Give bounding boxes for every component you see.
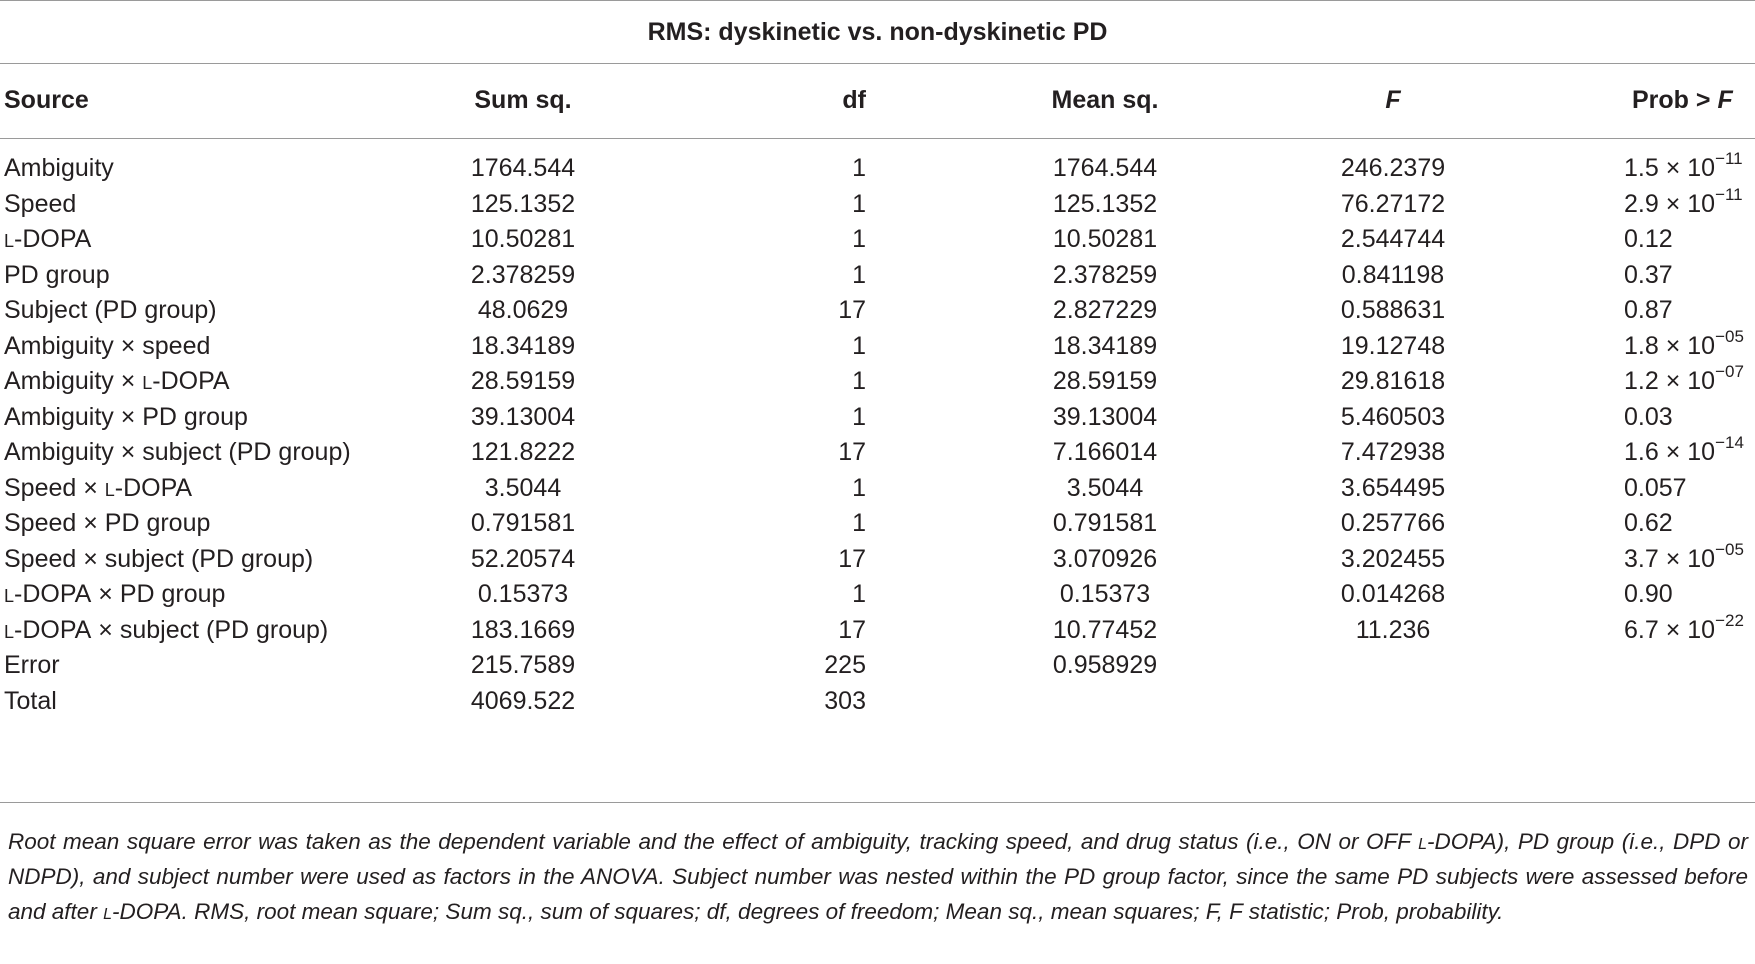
cell-df: 1 — [852, 154, 866, 182]
footnote-part-c: . RMS, root mean square; Sum sq., sum of squares; df, degrees of freedom; Mean sq., mean squares; F, F statistic; Prob, probability. — [181, 899, 1504, 924]
source-text: Speed — [4, 189, 77, 218]
table-row — [0, 184, 1755, 224]
table-row — [0, 148, 1755, 188]
cell-f: 3.202455 — [1340, 544, 1446, 573]
footnote-part-b: ), PD group (i.e., DPD or NDPD), and subject number were used as factors in the ANOVA. Subject number was nested within the PD group factor, since the same PD subjects were assessed before and after — [8, 829, 1748, 924]
header-prob-f: F — [1717, 86, 1733, 114]
prob-exponent: −05 — [1715, 539, 1744, 559]
source-text: Ambiguity × subject (PD group) — [4, 438, 351, 466]
prob-value: 0.03 — [1624, 402, 1673, 431]
prob-value: 1.8 × 10 — [1624, 331, 1716, 360]
header-mean-sq: Mean sq. — [1051, 86, 1159, 114]
cell-prob — [1624, 610, 1744, 650]
table-row — [0, 503, 1755, 543]
cell-source — [4, 574, 225, 614]
cell-mean-sq: 10.77452 — [1052, 615, 1158, 644]
prob-value: 0.37 — [1624, 260, 1673, 289]
prob-value: 3.7 × 10 — [1624, 544, 1716, 573]
title-rule — [0, 63, 1755, 64]
cell-df: 1 — [852, 580, 866, 608]
cell-sum-sq: 0.791581 — [470, 509, 576, 537]
cell-prob — [1624, 184, 1743, 224]
table-row — [0, 361, 1755, 401]
cell-f: 0.257766 — [1340, 509, 1446, 537]
cell-mean-sq: 10.50281 — [1052, 225, 1158, 253]
header-prob — [1632, 82, 1733, 118]
source-text: Ambiguity × — [4, 367, 143, 395]
cell-sum-sq: 215.7589 — [470, 651, 576, 679]
cell-df: 1 — [852, 402, 866, 431]
footnote-dopa-1: l-DOPA — [1418, 829, 1497, 854]
cell-mean-sq: 39.13004 — [1052, 402, 1158, 431]
top-rule — [0, 0, 1755, 1]
cell-f: 5.460503 — [1340, 402, 1446, 431]
source-dopa: l-DOPA — [104, 473, 193, 502]
cell-f: 11.236 — [1355, 615, 1431, 644]
cell-prob — [1624, 326, 1744, 366]
cell-f: 7.472938 — [1340, 438, 1446, 466]
cell-prob — [1624, 468, 1687, 508]
source-suffix: × PD group — [91, 580, 226, 608]
source-suffix: × subject (PD group) — [91, 615, 329, 644]
cell-f: 3.654495 — [1340, 473, 1446, 502]
cell-mean-sq: 2.827229 — [1052, 296, 1158, 324]
table-row — [0, 610, 1755, 650]
table-row — [0, 219, 1755, 259]
cell-source — [4, 290, 217, 330]
cell-source — [4, 361, 230, 401]
cell-df: 303 — [824, 686, 866, 715]
cell-df: 1 — [852, 367, 866, 395]
table-row — [0, 574, 1755, 614]
prob-value: 1.6 × 10 — [1624, 438, 1716, 466]
cell-prob — [1624, 361, 1744, 401]
footnote-dopa-2: l-DOPA — [103, 899, 182, 924]
cell-prob — [1624, 539, 1744, 579]
source-text: Speed × subject (PD group) — [4, 544, 314, 573]
cell-prob — [1624, 290, 1673, 330]
cell-sum-sq: 183.1669 — [470, 615, 576, 644]
cell-df: 17 — [838, 296, 866, 324]
cell-sum-sq: 1764.544 — [470, 154, 576, 182]
cell-df: 1 — [852, 189, 866, 218]
table-row — [0, 468, 1755, 508]
source-text: Ambiguity × PD group — [4, 402, 248, 431]
prob-exponent: −11 — [1715, 149, 1743, 168]
cell-source — [4, 219, 91, 259]
cell-prob — [1624, 432, 1744, 472]
source-dopa: l-DOPA — [4, 615, 92, 644]
cell-prob — [1624, 503, 1673, 543]
prob-value: 0.87 — [1624, 296, 1673, 324]
cell-df: 225 — [824, 651, 866, 679]
header-sum-sq: Sum sq. — [474, 86, 572, 114]
cell-prob — [1624, 255, 1673, 295]
cell-df: 1 — [852, 225, 866, 253]
prob-value: 6.7 × 10 — [1624, 615, 1716, 644]
cell-source — [4, 539, 313, 579]
header-df: df — [842, 86, 866, 114]
cell-source — [4, 432, 351, 472]
source-text: Total — [4, 686, 57, 715]
cell-f: 19.12748 — [1340, 331, 1446, 360]
prob-value: 2.9 × 10 — [1624, 189, 1716, 218]
prob-exponent: −14 — [1715, 433, 1744, 452]
cell-f: 0.014268 — [1340, 580, 1446, 608]
prob-exponent: −07 — [1715, 362, 1744, 381]
cell-source — [4, 468, 192, 508]
source-dopa: l-DOPA — [142, 367, 230, 395]
cell-source — [4, 503, 210, 543]
header-source: Source — [4, 86, 89, 114]
bottom-rule — [0, 802, 1755, 803]
prob-value: 0.057 — [1624, 473, 1687, 502]
source-dopa: l-DOPA — [4, 580, 92, 608]
cell-df: 17 — [838, 438, 866, 466]
table-row — [0, 432, 1755, 472]
cell-df: 17 — [838, 615, 866, 644]
cell-sum-sq: 48.0629 — [477, 296, 569, 324]
cell-mean-sq: 0.791581 — [1052, 509, 1158, 537]
cell-mean-sq: 125.1352 — [1052, 189, 1158, 218]
prob-value: 0.62 — [1624, 509, 1673, 537]
source-dopa: l-DOPA — [4, 225, 92, 253]
cell-prob — [1624, 148, 1743, 188]
prob-exponent: −22 — [1715, 610, 1744, 630]
table-row — [0, 645, 1755, 685]
table-row — [0, 255, 1755, 295]
prob-value: 0.90 — [1624, 580, 1673, 608]
cell-sum-sq: 10.50281 — [470, 225, 576, 253]
source-text: PD group — [4, 260, 110, 289]
cell-source — [4, 645, 60, 685]
cell-f: 76.27172 — [1340, 189, 1446, 218]
table-row — [0, 397, 1755, 437]
table-row — [0, 539, 1755, 579]
prob-value: 0.12 — [1624, 225, 1673, 253]
cell-sum-sq: 2.378259 — [470, 260, 576, 289]
cell-sum-sq: 28.59159 — [470, 367, 576, 395]
header-prob-prefix: Prob > — [1632, 86, 1718, 114]
cell-source — [4, 148, 114, 188]
cell-sum-sq: 121.8222 — [470, 438, 576, 466]
cell-sum-sq: 52.20574 — [470, 544, 576, 573]
header-rule — [0, 138, 1755, 139]
cell-sum-sq: 125.1352 — [470, 189, 576, 218]
cell-source — [4, 610, 328, 650]
cell-mean-sq: 3.070926 — [1052, 544, 1158, 573]
cell-df: 1 — [852, 331, 866, 360]
cell-mean-sq: 18.34189 — [1052, 331, 1158, 360]
footnote-part-a: Root mean square error was taken as the dependent variable and the effect of ambiguity, tracking speed, and drug status (i.e., ON or OFF — [8, 829, 1419, 854]
cell-f: 2.544744 — [1340, 225, 1446, 253]
cell-sum-sq: 4069.522 — [470, 686, 576, 715]
cell-f: 0.841198 — [1341, 260, 1445, 289]
cell-source — [4, 397, 248, 437]
header-f: F — [1385, 86, 1401, 114]
prob-exponent: −11 — [1715, 184, 1743, 204]
cell-prob — [1624, 397, 1673, 437]
cell-df: 1 — [852, 509, 866, 537]
source-text: Speed × PD group — [4, 509, 211, 537]
prob-value: 1.5 × 10 — [1624, 154, 1716, 182]
source-text: Ambiguity — [4, 154, 114, 182]
cell-mean-sq: 0.958929 — [1052, 651, 1158, 679]
cell-sum-sq: 3.5044 — [484, 473, 562, 502]
source-text: Subject (PD group) — [4, 296, 217, 324]
cell-mean-sq: 28.59159 — [1052, 367, 1158, 395]
cell-source — [4, 681, 57, 721]
cell-df: 17 — [838, 544, 866, 573]
cell-df: 1 — [852, 473, 866, 502]
cell-sum-sq: 0.15373 — [477, 580, 569, 608]
cell-prob — [1624, 219, 1673, 259]
table-row — [0, 681, 1755, 721]
table-footnote — [8, 824, 1748, 929]
cell-source — [4, 184, 76, 224]
table-row — [0, 290, 1755, 330]
cell-source — [4, 255, 110, 295]
cell-sum-sq: 39.13004 — [470, 402, 576, 431]
cell-mean-sq: 2.378259 — [1052, 260, 1158, 289]
table-title: RMS: dyskinetic vs. non-dyskinetic PD — [647, 18, 1108, 46]
cell-sum-sq: 18.34189 — [470, 331, 576, 360]
table-row — [0, 326, 1755, 366]
cell-df: 1 — [852, 260, 866, 289]
cell-f: 0.588631 — [1340, 296, 1446, 324]
prob-value: 1.2 × 10 — [1624, 367, 1716, 395]
source-text: Speed × — [4, 473, 105, 502]
cell-prob — [1624, 574, 1673, 614]
cell-mean-sq: 7.166014 — [1052, 438, 1158, 466]
cell-f: 246.2379 — [1340, 154, 1446, 182]
source-text: Ambiguity × speed — [4, 331, 211, 360]
cell-source — [4, 326, 210, 366]
cell-f: 29.81618 — [1340, 367, 1446, 395]
cell-mean-sq: 0.15373 — [1059, 580, 1151, 608]
source-text: Error — [4, 651, 60, 679]
cell-mean-sq: 3.5044 — [1066, 473, 1144, 502]
prob-exponent: −05 — [1715, 326, 1744, 346]
cell-mean-sq: 1764.544 — [1052, 154, 1158, 182]
